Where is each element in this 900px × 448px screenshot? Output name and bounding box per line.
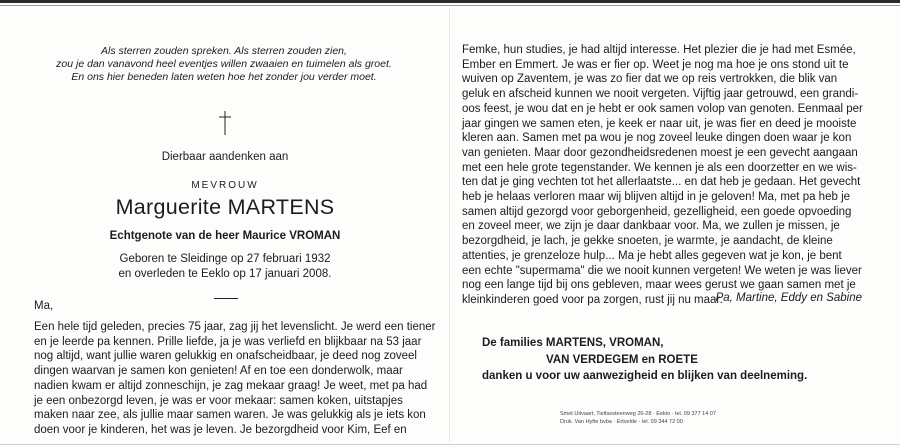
printer-line: Druk. Van Hyfte bvba · Ertvelde · tel. 09 344 72 00 [560,419,683,425]
text-line: attenties, je grenzeloze hulp... Ma je hebt alles gegeven wat je kon, je bent [462,249,842,262]
poem-line: zou je dan vanavond heel eventjes willen zwaaien en tuimelen als groet. [56,58,392,70]
printer-line: Smet Uitvaart, Tieltsesteenweg 26-28 · Eeklo · tel. 09 377 14 07 [560,411,716,417]
printer-imprint [560,410,810,426]
spouse-line: Echtgenote van de heer Maurice VROMAN [109,230,341,242]
text-line: met een hele grote tegenstander. We kennen je als een doorzetter en we wis- [462,161,857,174]
text-line: en je leerde pa kennen. Prille liefde, ja je was verliefd en blijkbaar na 53 jaar [34,335,422,348]
text-line: kleinkinderen goed voor pa zorgen, rust jij nu maar. [462,293,723,306]
text-line: wuiven op Zaventem, je was zo fier dat we op reis vertrokken, die blik van [462,73,838,86]
thanks-line: De families MARTENS, VROMAN, [482,337,664,349]
death-line: en overleden te Eeklo op 17 januari 2008. [118,268,332,280]
text-line: Femke, hun studies, je had altijd interesse. Het plezier die je had met Esmée, [462,44,856,56]
title-label: MEVROUW [191,180,259,191]
text-line: oos feest, je wou dat en je hebt er ook samen volop van genoten. Eenmaal per [462,102,863,115]
salutation: Ma, [34,300,54,312]
poem-line: En ons hier beneden laten weten hoe het zonder jou verder moet. [71,71,377,83]
text-line: bezorgdheid, je lach, je gekke snoeten, je warmte, je aandacht, de kleine [462,235,833,248]
text-line: kleren aan. Samen met pa wou je nog zoveel leuke dingen doen waar je kon [462,132,852,145]
text-line: van genieten. Maar door gezondheidsredenen moest je een gevecht aangaan [462,146,858,159]
text-line: doen voor je kinderen, het was je leven. Je bezorgdheid voor Kim, Eef en [34,423,407,436]
text-line: Een hele tijd geleden, precies 75 jaar, zag jij het levenslicht. Je werd een tiener [34,321,436,333]
text-line: dingen waarvan je samen kon genieten! Af en toe een donderwolk, maar [34,365,403,378]
deceased-name: Marguerite MARTENS [115,195,335,219]
birth-line: Geboren te Sleidinge op 27 februari 1932 [119,253,331,265]
text-line: een echte "supermama" die we nooit kunnen vergeten! We weten je was liever [462,264,862,277]
thanks-block [482,335,862,385]
top-border [0,0,900,3]
text-line: nog een lange tijd bij ons gebleven, maar wees gerust we gaan samen met je [462,279,856,292]
text-line: nadien kwam er altijd zonneschijn, je zag mekaar graag! Je weet, met pa had [34,379,428,392]
text-line: ten dat je ging vechten tot het allerlaatste... en dat heb je gedaan. Het gevecht [462,176,861,189]
thanks-line: VAN VERDEGEM en ROETE [546,353,698,366]
memory-line: Dierbaar aandenken aan [161,151,289,163]
tribute-text-right [462,43,862,308]
text-line: en zoveel meer, we zijn je daar dankbaar voor. Ma, we zullen je missen, je [462,220,840,233]
text-line: jaar gingen we samen eten, je keek er naar uit, je was fier en deed je mooiste [462,117,857,130]
text-line: Ember en Emmert. Je was er fier op. Weet je nog ma hoe je ons stond uit te [462,58,849,71]
fold-line [449,8,450,442]
text-line: je een onbezorgd leven, je was er voor mekaar: samen koken, uitstapjes [34,394,403,407]
text-line: maken naar zee, als jullie maar samen waren. Je was gelukkig als je iets kon [34,409,426,422]
poem-line: Als sterren zouden spreken. Als sterren zouden zien, [101,45,347,57]
separator-rule [214,298,238,299]
bottom-border [0,444,900,445]
text-line: heb je helaas verloren maar wij blijven altijd in je geloven! Ma, met pa heb je [462,191,851,204]
thanks-line: danken u voor uw aanwezigheid en blijken van deelneming. [482,370,808,382]
cross-icon [215,110,235,136]
top-border-thin [0,5,900,6]
text-line: nog altijd, want jullie waren gelukkig en onafscheidbaar, je deed nog zoveel [34,350,417,363]
text-line: samen altijd gezorgd voor geborgenheid, gezelligheid, een goede opvoeding [462,205,852,218]
tribute-text-left [34,320,436,438]
poem [20,45,428,84]
text-line: geluk en afscheid kunnen we nooit vergeten. Vijftig jaar getrouwd, een grandi- [462,88,859,101]
signature: Pa, Martine, Eddy en Sabine [715,292,862,304]
dates-block [60,252,390,282]
